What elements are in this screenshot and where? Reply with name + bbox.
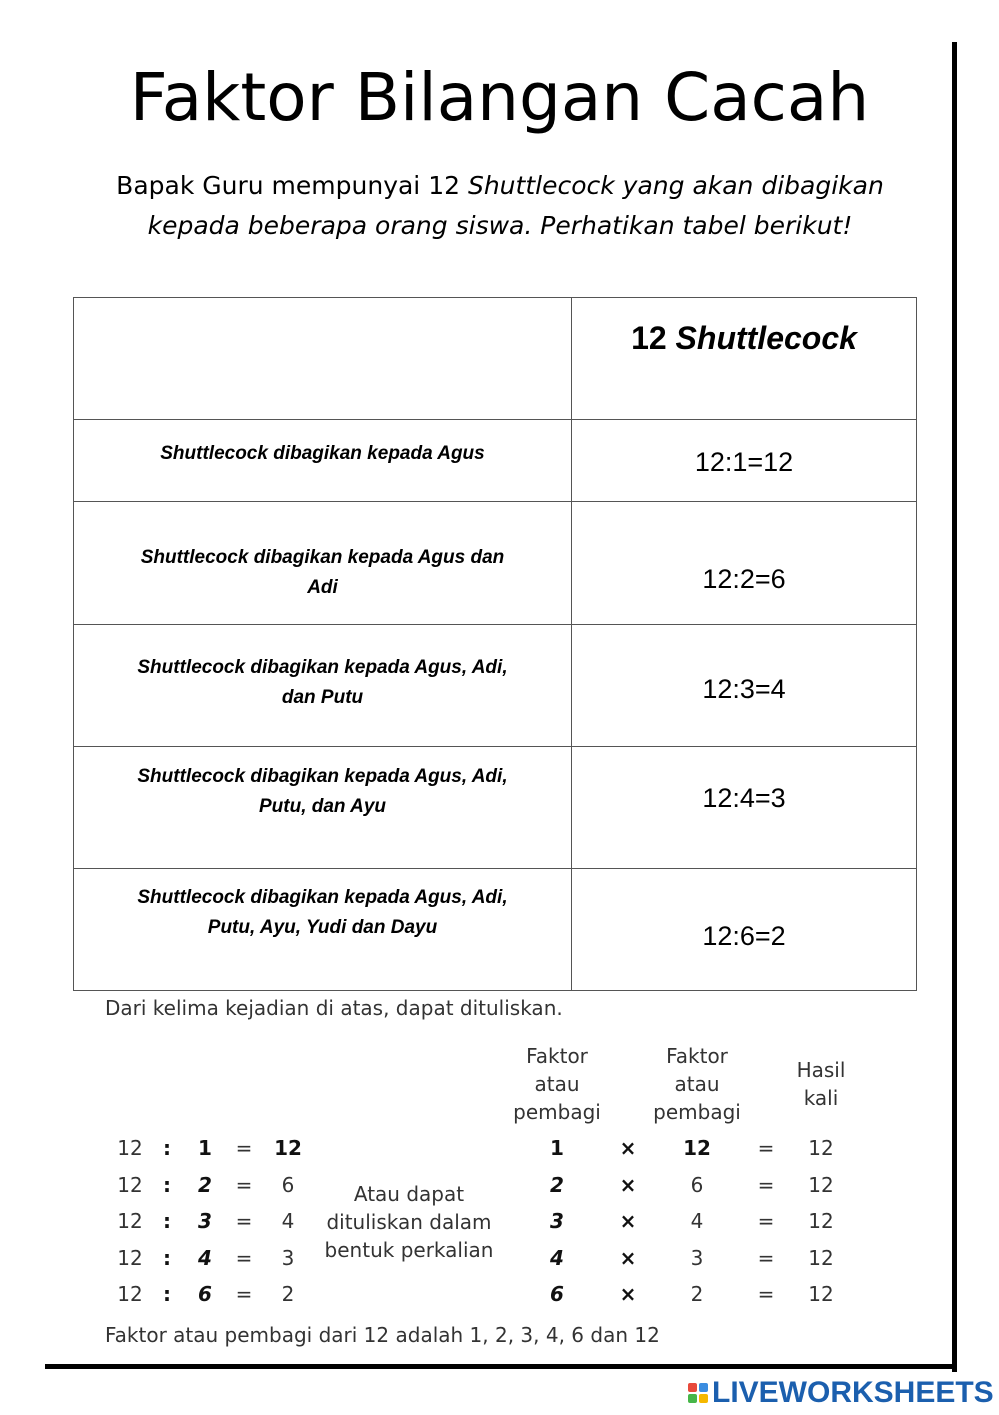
mult-product: 12 bbox=[808, 1246, 834, 1270]
row-description bbox=[74, 420, 572, 502]
page-title: Faktor Bilangan Cacah bbox=[129, 59, 870, 136]
div-operator: : bbox=[163, 1136, 171, 1160]
mult-operator: × bbox=[619, 1136, 637, 1160]
mult-product: 12 bbox=[808, 1173, 834, 1197]
div-operator: : bbox=[163, 1246, 171, 1270]
div-divisor: 4 bbox=[198, 1246, 212, 1270]
div-equals: = bbox=[235, 1173, 253, 1197]
row-description-line2: dan Putu bbox=[281, 687, 364, 708]
header-number: 12 bbox=[631, 320, 676, 356]
table-header-row bbox=[74, 298, 917, 420]
intro-paragraph bbox=[60, 166, 940, 246]
mult-factor-2: 2 bbox=[690, 1282, 704, 1306]
div-quotient: 2 bbox=[281, 1282, 295, 1306]
mult-equals: = bbox=[757, 1173, 775, 1197]
row-description-line1: Shuttlecock dibagikan kepada Agus, Adi, bbox=[137, 766, 508, 787]
mult-product: 12 bbox=[808, 1209, 834, 1233]
header-word: Shuttlecock bbox=[675, 320, 857, 356]
div-equals: = bbox=[235, 1282, 253, 1306]
row-description-line2: Putu, Ayu, Yudi dan Dayu bbox=[207, 917, 438, 938]
div-operator: : bbox=[163, 1209, 171, 1233]
page-border-bottom bbox=[45, 1364, 957, 1369]
row-description-line2: Putu, dan Ayu bbox=[258, 796, 387, 817]
div-dividend: 12 bbox=[117, 1136, 143, 1160]
row-description-line1: Shuttlecock dibagikan kepada Agus bbox=[160, 443, 485, 464]
div-dividend: 12 bbox=[117, 1209, 143, 1233]
mult-equals: = bbox=[757, 1209, 775, 1233]
div-operator: : bbox=[163, 1173, 171, 1197]
row-description-line1: Shuttlecock dibagikan kepada Agus, Adi, bbox=[137, 887, 508, 908]
mult-factor-1: 3 bbox=[550, 1209, 564, 1233]
col-header-factor-1: Faktor atau pembagi bbox=[513, 1044, 601, 1124]
page-border-right bbox=[952, 42, 957, 1372]
mult-equals: = bbox=[757, 1136, 775, 1160]
div-equals: = bbox=[235, 1246, 253, 1270]
mult-operator: × bbox=[619, 1209, 637, 1233]
row-description bbox=[74, 869, 572, 991]
intro-line1-italic: Shuttlecock yang akan dibagikan bbox=[467, 171, 884, 200]
table-row bbox=[74, 625, 917, 747]
mult-factor-2: 6 bbox=[690, 1173, 704, 1197]
div-divisor: 1 bbox=[198, 1136, 212, 1160]
div-quotient: 12 bbox=[274, 1136, 302, 1160]
div-dividend: 12 bbox=[117, 1173, 143, 1197]
mult-operator: × bbox=[619, 1173, 637, 1197]
shuttlecock-table bbox=[73, 297, 917, 991]
div-divisor: 3 bbox=[198, 1209, 212, 1233]
row-description-line1: Shuttlecock dibagikan kepada Agus dan bbox=[140, 547, 505, 568]
div-divisor: 2 bbox=[198, 1173, 212, 1197]
row-result: 12:6=2 bbox=[572, 869, 917, 991]
row-result: 12:3=4 bbox=[572, 625, 917, 747]
row-description-line2: Adi bbox=[307, 577, 338, 598]
table-header-empty-cell bbox=[74, 298, 572, 420]
mult-factor-2: 4 bbox=[690, 1209, 704, 1233]
div-dividend: 12 bbox=[117, 1246, 143, 1270]
table-row bbox=[74, 502, 917, 625]
div-quotient: 4 bbox=[281, 1209, 295, 1233]
mult-operator: × bbox=[619, 1282, 637, 1306]
div-dividend: 12 bbox=[117, 1282, 143, 1306]
mult-product: 12 bbox=[808, 1136, 834, 1160]
row-result: 12:4=3 bbox=[572, 747, 917, 869]
table-row bbox=[74, 869, 917, 991]
row-description bbox=[74, 625, 572, 747]
col-header-product: Hasil kali bbox=[796, 1058, 846, 1110]
table-header-cell bbox=[572, 298, 917, 420]
summary-conclusion: Faktor atau pembagi dari 12 adalah 1, 2, 3, 4, 6 dan 12 bbox=[105, 1323, 660, 1347]
row-description bbox=[74, 502, 572, 625]
div-quotient: 3 bbox=[281, 1246, 295, 1270]
summary-lead: Dari kelima kejadian di atas, dapat dituliskan. bbox=[105, 996, 563, 1020]
mult-equals: = bbox=[757, 1282, 775, 1306]
col-header-factor-2: Faktor atau pembagi bbox=[653, 1044, 741, 1124]
mult-factor-1: 6 bbox=[550, 1282, 564, 1306]
logo-grid-icon bbox=[688, 1383, 708, 1403]
table-row bbox=[74, 747, 917, 869]
liveworksheets-logo bbox=[688, 1376, 994, 1410]
table-row bbox=[74, 420, 917, 502]
row-result: 12:2=6 bbox=[572, 502, 917, 625]
mult-equals: = bbox=[757, 1246, 775, 1270]
mult-factor-2: 3 bbox=[690, 1246, 704, 1270]
mult-factor-1: 2 bbox=[550, 1173, 564, 1197]
logo-text: LIVEWORKSHEETS bbox=[712, 1376, 994, 1409]
row-description-line1: Shuttlecock dibagikan kepada Agus, Adi, bbox=[137, 657, 508, 678]
div-operator: : bbox=[163, 1282, 171, 1306]
mult-factor-1: 4 bbox=[550, 1246, 564, 1270]
div-equals: = bbox=[235, 1209, 253, 1233]
row-result: 12:1=12 bbox=[572, 420, 917, 502]
div-quotient: 6 bbox=[281, 1173, 295, 1197]
intro-line1-plain: Bapak Guru mempunyai 12 bbox=[116, 171, 468, 200]
div-divisor: 6 bbox=[198, 1282, 212, 1306]
mult-factor-2: 12 bbox=[683, 1136, 711, 1160]
mult-factor-1: 1 bbox=[550, 1136, 564, 1160]
middle-note: Atau dapat dituliskan dalam bentuk perkalian bbox=[324, 1182, 494, 1262]
mult-operator: × bbox=[619, 1246, 637, 1270]
div-equals: = bbox=[235, 1136, 253, 1160]
intro-line2-italic: kepada beberapa orang siswa. Perhatikan tabel berikut! bbox=[147, 211, 853, 240]
row-description bbox=[74, 747, 572, 869]
mult-product: 12 bbox=[808, 1282, 834, 1306]
